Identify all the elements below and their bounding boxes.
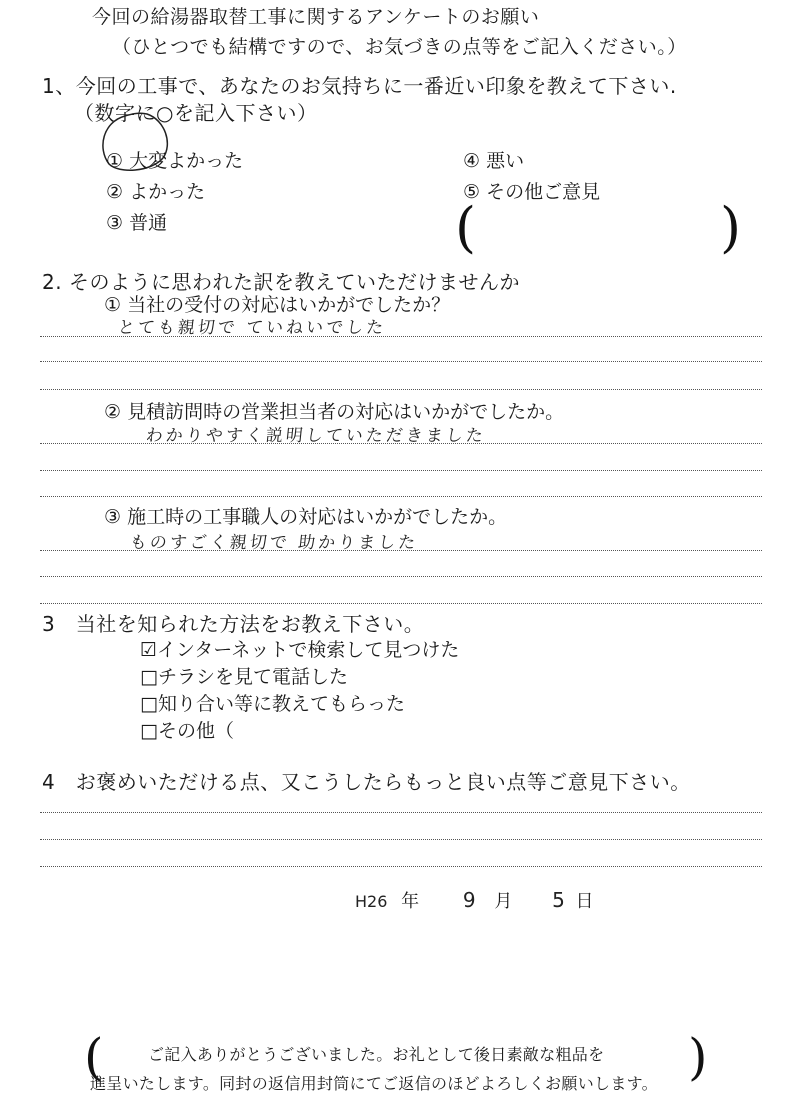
q3-question: 3 当社を知られた方法をお教え下さい。 <box>42 612 425 636</box>
date-day-label: 日 <box>575 891 594 912</box>
q1-other-bracket-open: ( <box>455 196 477 259</box>
answer-line <box>40 812 762 813</box>
footer-bracket-open: ( <box>84 1028 104 1086</box>
q2-sub1-answer[interactable]: とても親切で ていねいでした <box>116 318 388 338</box>
q3-option-acquaintance[interactable]: □知り合い等に教えてもらった <box>140 693 405 715</box>
answer-line <box>40 576 762 577</box>
date-month[interactable]: 9 <box>462 888 479 912</box>
q2-question: 2. そのように思われた訳を教えていただけませんか <box>42 270 520 294</box>
q3-option-other[interactable]: □その他（ <box>140 720 234 742</box>
survey-subtitle: （ひとつでも結構ですので、お気づきの点等をご記入ください。） <box>112 36 687 58</box>
q1-option-4[interactable]: ④ 悪い <box>463 150 525 172</box>
q1-option-5[interactable]: ⑤ その他ご意見 <box>463 181 601 203</box>
date-month-label: 月 <box>494 891 513 912</box>
date-field <box>355 887 594 913</box>
footer-line-2: 進呈いたします。同封の返信用封筒にてご返信のほどよろしくお願いします。 <box>90 1074 658 1093</box>
answer-line <box>40 443 762 444</box>
answer-line <box>40 389 762 390</box>
answer-line <box>40 361 762 362</box>
date-era-year[interactable]: H26 <box>355 892 388 911</box>
q2-sub2-label: ② 見積訪問時の営業担当者の対応はいかがでしたか。 <box>104 401 565 423</box>
q1-instruction: （数字に○を記入下さい） <box>74 101 318 125</box>
survey-title: 今回の給湯器取替工事に関するアンケートのお願い <box>92 6 540 28</box>
q1-question: 1、今回の工事で、あなたのお気持ちに一番近い印象を教えて下さい. <box>42 74 677 98</box>
answer-line <box>40 470 762 471</box>
footer-bracket-close: ) <box>688 1028 708 1086</box>
answer-line <box>40 550 762 551</box>
footer-line-1: ご記入ありがとうございました。お礼として後日素敵な粗品を <box>148 1045 605 1064</box>
q2-sub1-label: ① 当社の受付の対応はいかがでしたか？ <box>104 294 451 316</box>
date-day[interactable]: 5 <box>552 888 568 912</box>
answer-line <box>40 603 762 604</box>
date-year-label: 年 <box>401 891 420 912</box>
q2-sub3-label: ③ 施工時の工事職人の対応はいかがでしたか。 <box>104 506 508 528</box>
q1-option-1[interactable]: ① 大変よかった <box>106 150 244 172</box>
answer-line <box>40 496 762 497</box>
q3-option-flyer[interactable]: □チラシを見て電話した <box>140 666 348 688</box>
q3-option-internet[interactable]: ☑インターネットで検索して見つけた <box>140 639 460 661</box>
answer-line <box>40 839 762 840</box>
q1-option-2[interactable]: ② よかった <box>106 181 206 203</box>
q1-option-3[interactable]: ③ 普通 <box>106 212 168 234</box>
q2-sub2-answer[interactable]: わかりやすく説明していただきました <box>144 426 487 446</box>
q1-other-bracket-close: ) <box>720 196 742 259</box>
q2-sub3-answer[interactable]: ものすごく親切で 助かりました <box>128 533 420 553</box>
answer-line <box>40 336 762 337</box>
q4-question: 4 お褒めいただける点、又こうしたらもっと良い点等ご意見下さい。 <box>42 770 691 794</box>
answer-line <box>40 866 762 867</box>
